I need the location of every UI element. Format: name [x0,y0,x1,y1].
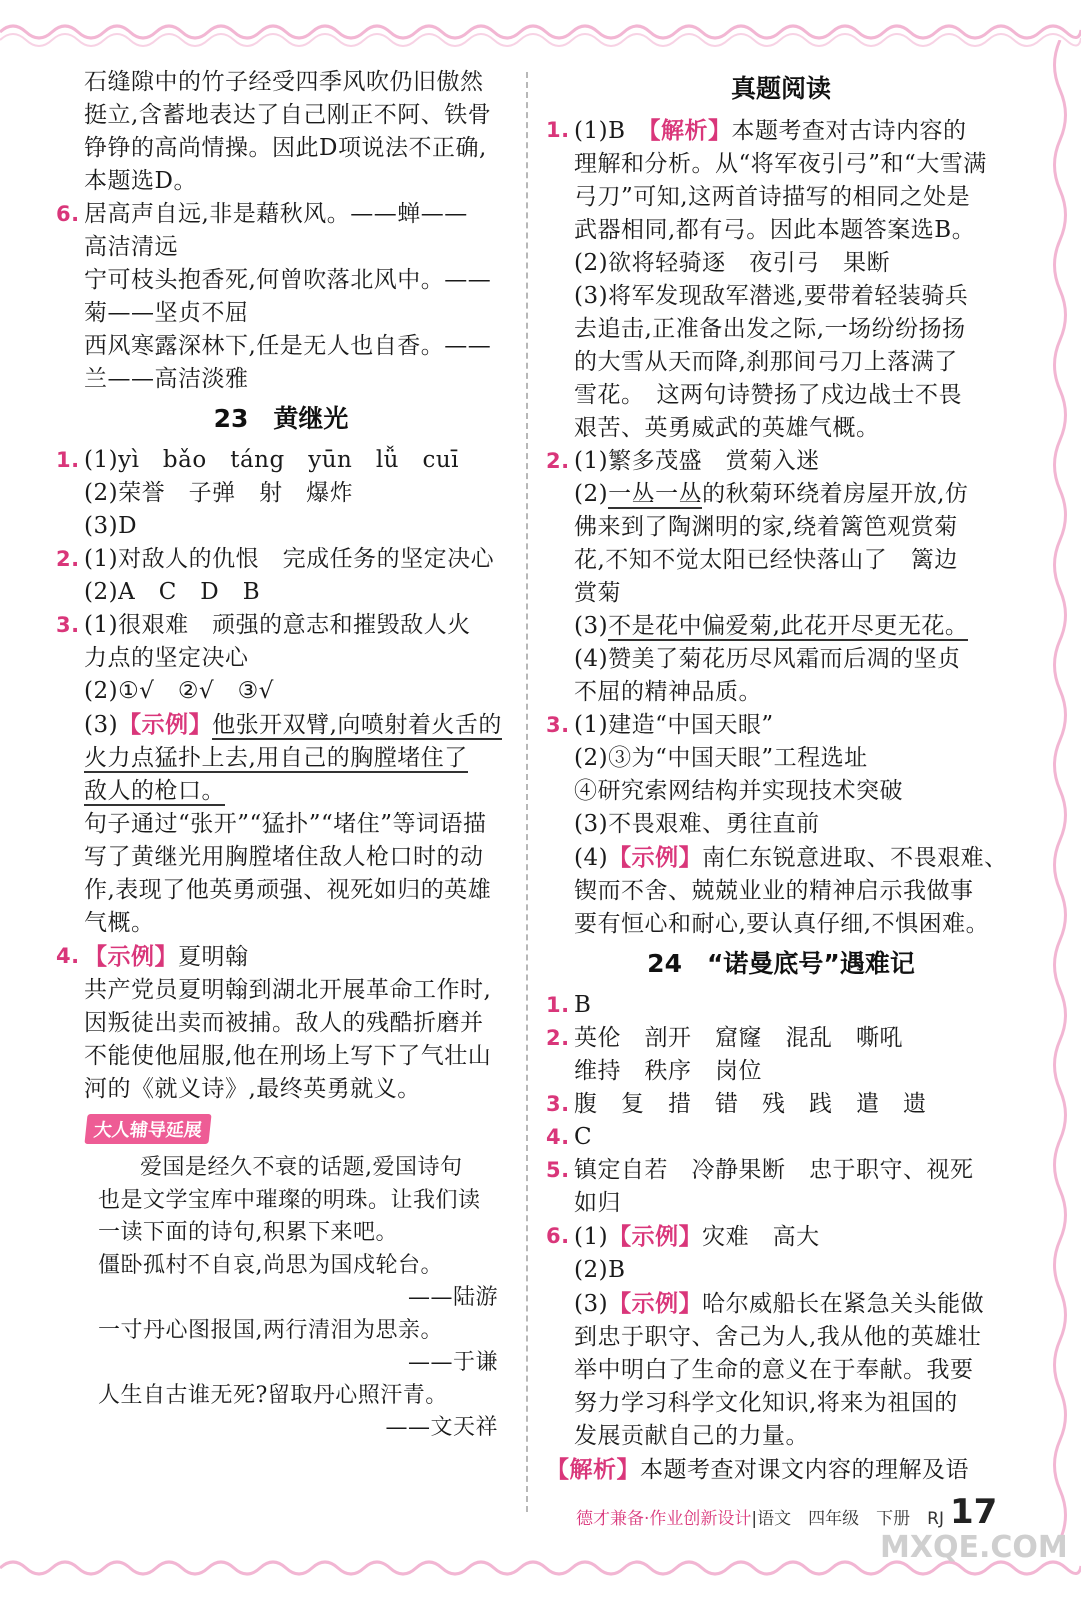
text-line: 去追击,正准备出发之际,一场纷纷扬扬 [574,316,966,342]
poem-author: ——于谦 [407,1350,498,1375]
text-line: 努力学习科学文化知识,将来为祖国的 [574,1390,958,1416]
left-column [56,66,506,1445]
right-column [546,66,1016,1487]
question-1-line: 1. (1)yì bǎo táng yūn lǚ cuī [56,444,506,477]
underlined-answer: 不是花中偏爱菊,此花开尽更无花。 [608,613,969,639]
example-tag: 【示例】 [608,1223,703,1250]
underlined-answer: 火力点猛扑上去,用自己的胸膛堵住了 [84,745,468,771]
question-number: 6. [546,1224,570,1248]
text-line: (3)不畏艰难、勇往直前 [574,811,820,837]
question-2-line: 2. (1)繁多茂盛 赏菊入迷 [546,445,1016,478]
tip-line: 也是文学宝库中璀璨的明珠。让我们读 [98,1187,481,1213]
text-line: (4)赞美了菊花历尽风霜而后凋的坚贞 [574,646,961,672]
question-5-line: 5. 镇定自若 冷静果断 忠于职守、视死 [546,1154,1016,1187]
tip-line: 爱国是经久不衰的话题,爱国诗句 [140,1155,463,1180]
underlined-answer: 他张开双臂,向喷射着火舌的 [212,712,502,738]
watermark: MXQE.COM [880,1530,1068,1565]
tip-badge: 大人辅导延展 [84,1114,211,1144]
poem-line: 一寸丹心图报国,两行清泪为思亲。 [98,1317,443,1343]
question-number: 3. [56,613,80,637]
question-3-line: 3. (1)很艰难 顽强的意志和摧毁敌人火 [56,609,506,642]
analysis-tag: 【解析】 [546,1456,640,1483]
text-line [56,742,506,775]
text-line: (3)不是花中偏爱菊,此花开尽更无花。 [574,613,969,639]
text-line: 佛来到了陶渊明的家,绕着篱笆观赏菊 [574,514,958,540]
text-line: (3)将军发现敌军潜逃,要带着轻装骑兵 [574,283,969,309]
question-1-line: 1. (1)B 【解析】本题考查对古诗内容的 [546,114,1016,148]
text-line: 花,不知不觉太阳已经快落山了 篱边 [574,547,958,573]
section-title-24: 24 “诺曼底号”遇难记 [647,949,915,978]
poem-author: ——陆游 [407,1285,498,1310]
text-line: 【解析】本题考查对课文内容的理解及语 [546,1456,969,1483]
text-line: 高洁清远 [84,234,178,260]
text-line: 宁可枝头抱香死,何曾吹落北风中。—— [84,267,492,293]
question-number: 3. [546,713,570,737]
question-number: 4. [546,1125,570,1149]
text-line: (2)欲将轻骑逐 夜引弓 果断 [574,250,891,276]
text-line: 锲而不舍、兢兢业业的精神启示我做事 [574,878,974,904]
poem-line: 僵卧孤村不自哀,尚思为国戍轮台。 [98,1252,443,1278]
question-4-line: 4. 【示例】夏明翰 [56,940,506,974]
text-line [56,775,506,808]
question-2-line: 2. 英伦 剖开 窟窿 混乱 嘶吼 [546,1022,1016,1055]
question-number: 1. [56,448,80,472]
question-number: 2. [546,449,570,473]
text-line: 写了黄继光用胸膛堵住敌人枪口时的动 [84,844,484,870]
example-tag: 【示例】 [608,1290,703,1317]
question-number: 1. [546,993,570,1017]
question-1-line: 1. B [546,989,1016,1022]
text-line: 石缝隙中的竹子经受四季风吹仍旧傲然 [84,69,484,95]
text-line: ④研究索网结构并实现技术突破 [574,778,903,804]
text-line: 发展贡献自己的力量。 [574,1423,809,1449]
question-3-line: 3. 腹 复 措 错 残 践 遣 遗 [546,1088,1016,1121]
question-2-line: 2. (1)对敌人的仇恨 完成任务的坚定决心 [56,543,506,576]
text-line: 不能使他屈服,他在刑场上写下了气壮山 [84,1043,492,1069]
text-line: (2)①√ ②√ ③√ [84,678,274,704]
text-line: 本题选D。 [84,168,197,194]
text-line: 西风寒露深林下,任是无人也自香。—— [84,333,492,359]
analysis-tag: 【解析】 [648,117,732,144]
tip-line: 一读下面的诗句,积累下来吧。 [98,1220,398,1245]
text-line: (2)A C D B [84,579,261,605]
section-title-reading: 真题阅读 [730,74,831,103]
question-number: 5. [546,1158,570,1182]
text-line: 铮铮的高尚情操。因此D项说法不正确, [84,135,487,161]
text-line: 艰苦、英勇威武的英雄气概。 [574,415,880,441]
text-line: 气概。 [84,910,155,936]
tip-block [56,1152,506,1445]
column-divider [526,72,528,1512]
text-line: 举中明白了生命的意义在于奉献。我要 [574,1357,974,1383]
text-line: 如归 [574,1190,621,1216]
example-tag: 【示例】 [84,943,178,970]
text-line: (2)B [574,1257,626,1283]
footer-subject: |语文 四年级 下册 RJ [751,1509,944,1529]
text-line: (2)一丛一丛的秋菊环绕着房屋开放,仿 [574,481,969,507]
text-line: 不屈的精神品质。 [574,679,762,705]
question-number: 4. [56,944,80,968]
text-line: 句子通过“张开”“猛扑”“堵住”等词语描 [84,811,487,837]
question-number: 2. [56,547,80,571]
text-line: 维持 秩序 岗位 [574,1058,762,1084]
poem-author: ——文天祥 [385,1415,498,1440]
question-number: 2. [546,1026,570,1050]
question-4-line: 4. C [546,1121,1016,1154]
footer-brand: 德才兼备·作业创新设计 [576,1509,752,1529]
question-number: 6. [56,202,80,226]
question-6-line: 6. (1)【示例】灾难 高大 [546,1220,1016,1254]
text-line: (2)荣誉 子弹 射 爆炸 [84,480,354,506]
page-number: 17 [950,1492,998,1532]
text-line: 作,表现了他英勇顽强、视死如归的英雄 [84,877,492,903]
text-line: 到忠于职守、舍己为人,我从他的英雄壮 [574,1324,982,1350]
text-line: 力点的坚定决心 [84,645,249,671]
text-line: (4)【示例】南仁东锐意进取、不畏艰难、 [574,844,1008,871]
text-line: 理解和分析。从“将军夜引弓”和“大雪满 [574,151,987,177]
section-title-23: 23 黄继光 [213,404,349,433]
text-line: 武器相同,都有弓。因此本题答案选B。 [574,217,976,243]
text-line: 雪花。 这两句诗赞扬了戍边战士不畏 [574,382,962,408]
question-3-line: 3. (1)建造“中国天眼” [546,709,1016,742]
top-wave-decoration [0,12,1081,52]
text-line: 赏菊 [574,580,621,606]
text-line: 因叛徒出卖而被捕。敌人的残酷折磨并 [84,1010,484,1036]
right-edge-wave-decoration [1047,40,1073,1540]
example-tag: 【示例】 [118,711,213,738]
text-line: 共产党员夏明翰到湖北开展革命工作时, [84,977,492,1003]
footer-book-info [576,1504,944,1529]
text-line: 挺立,含蓄地表达了自己刚正不阿、铁骨 [84,102,492,128]
text-line: 要有恒心和耐心,要认真仔细,不惧困难。 [574,911,990,937]
underlined-answer: 敌人的枪口。 [84,778,225,804]
text-line: 兰——高洁淡雅 [84,366,249,392]
text-line: 弓刀”可知,这两首诗描写的相同之处是 [574,184,971,210]
text-line: 菊——坚贞不屈 [84,300,249,326]
text-line: (3)【示例】哈尔威船长在紧急关头能做 [574,1290,985,1317]
text-line: 河的《就义诗》,最终英勇就义。 [84,1076,421,1102]
text-line: (3)D [84,513,138,539]
question-number: 3. [546,1092,570,1116]
poem-line: 人生自古谁无死?留取丹心照汗青。 [98,1382,448,1408]
text-line: (2)③为“中国天眼”工程选址 [574,745,868,771]
question-number: 1. [546,118,570,142]
text-line: 的大雪从天而降,刹那间弓刀上落满了 [574,349,958,375]
text-line: (3)【示例】他张开双臂,向喷射着火舌的 [84,711,502,738]
example-tag: 【示例】 [608,844,703,871]
question-6-line: 6. 居高声自远,非是藉秋风。——蝉—— [56,198,506,231]
